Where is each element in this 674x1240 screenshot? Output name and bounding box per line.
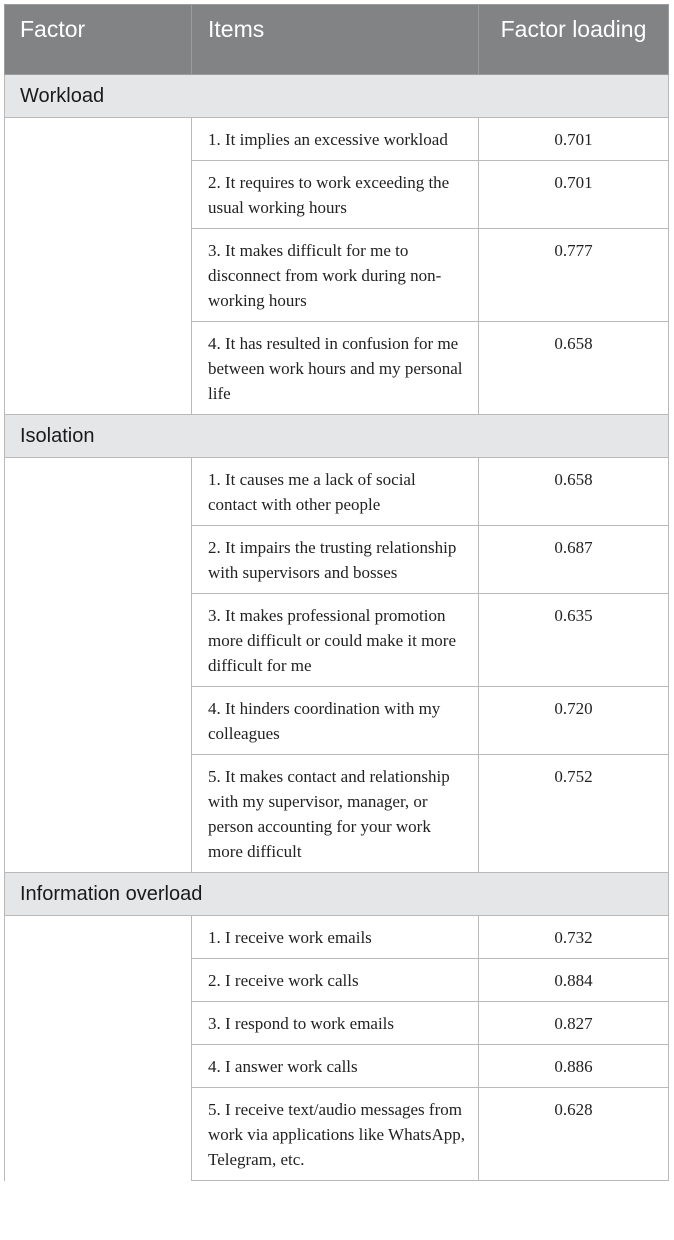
item-text: 5. I receive text/audio messages from work via applications like WhatsApp, Telegram, etc. bbox=[192, 1088, 479, 1181]
item-text: 5. It makes contact and relationship with my supervisor, manager, or person accounting for your work more difficult bbox=[192, 755, 479, 873]
header-factor: Factor bbox=[5, 5, 192, 75]
table-header-row bbox=[5, 5, 669, 75]
factor-cell-empty bbox=[5, 458, 192, 873]
table-row bbox=[5, 118, 669, 161]
factor-cell-empty bbox=[5, 916, 192, 1181]
factor-loading-value: 0.687 bbox=[479, 526, 669, 594]
factor-loading-value: 0.827 bbox=[479, 1002, 669, 1045]
factor-loading-value: 0.720 bbox=[479, 687, 669, 755]
factor-loading-value: 0.658 bbox=[479, 458, 669, 526]
table-row bbox=[5, 458, 669, 526]
header-factor-loading: Factor loading bbox=[479, 5, 669, 75]
header-items: Items bbox=[192, 5, 479, 75]
factor-loading-value: 0.752 bbox=[479, 755, 669, 873]
factor-group-row bbox=[5, 873, 669, 916]
item-text: 2. I receive work calls bbox=[192, 959, 479, 1002]
item-text: 4. I answer work calls bbox=[192, 1045, 479, 1088]
item-text: 1. It implies an excessive workload bbox=[192, 118, 479, 161]
item-text: 4. It has resulted in confusion for me between work hours and my personal life bbox=[192, 322, 479, 415]
factor-loading-value: 0.701 bbox=[479, 118, 669, 161]
item-text: 1. It causes me a lack of social contact with other people bbox=[192, 458, 479, 526]
item-text: 4. It hinders coordination with my colleagues bbox=[192, 687, 479, 755]
factor-loading-value: 0.628 bbox=[479, 1088, 669, 1181]
item-text: 3. It makes professional promotion more difficult or could make it more difficult for me bbox=[192, 594, 479, 687]
factor-loading-value: 0.732 bbox=[479, 916, 669, 959]
item-text: 1. I receive work emails bbox=[192, 916, 479, 959]
factor-group-row bbox=[5, 75, 669, 118]
factor-loading-value: 0.635 bbox=[479, 594, 669, 687]
factor-loading-value: 0.884 bbox=[479, 959, 669, 1002]
factor-group-name: Information overload bbox=[5, 873, 669, 916]
factor-cell-empty bbox=[5, 118, 192, 415]
item-text: 2. It impairs the trusting relationship with supervisors and bosses bbox=[192, 526, 479, 594]
factor-loading-value: 0.658 bbox=[479, 322, 669, 415]
item-text: 3. I respond to work emails bbox=[192, 1002, 479, 1045]
factor-group-name: Workload bbox=[5, 75, 669, 118]
table-row bbox=[5, 916, 669, 959]
item-text: 3. It makes difficult for me to disconnect from work during non-working hours bbox=[192, 229, 479, 322]
factor-loading-table bbox=[4, 4, 669, 1181]
factor-loading-value: 0.701 bbox=[479, 161, 669, 229]
factor-loading-value: 0.777 bbox=[479, 229, 669, 322]
factor-group-name: Isolation bbox=[5, 415, 669, 458]
factor-group-row bbox=[5, 415, 669, 458]
table-body bbox=[5, 75, 669, 1181]
item-text: 2. It requires to work exceeding the usual working hours bbox=[192, 161, 479, 229]
factor-loading-value: 0.886 bbox=[479, 1045, 669, 1088]
